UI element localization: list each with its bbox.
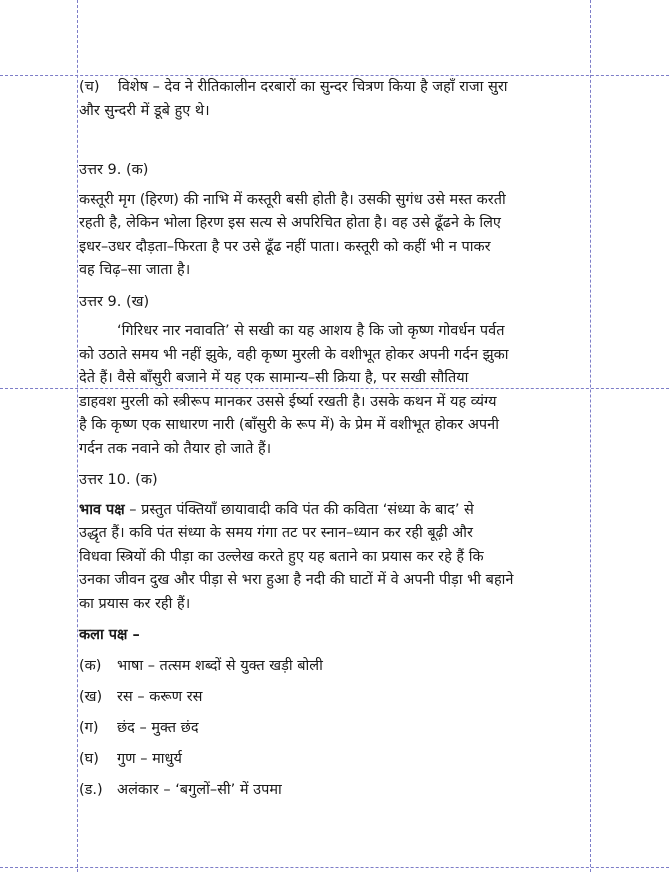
bhav-paksh-line: उनका जीवन दुख और पीड़ा से भरा हुआ है नदी की घाटों में वे अपनी पीड़ा भी बहाने: [79, 572, 514, 588]
answer-9a-heading: उत्तर 9. (क): [79, 162, 149, 178]
bhav-paksh-line: [79, 499, 591, 523]
answer-9a-line: वह चिढ़–सा जाता है।: [79, 262, 191, 278]
left-margin-guide: [77, 0, 78, 872]
section-ch-line-1: [79, 76, 591, 100]
kala-paksh-item-text: छंद – मुक्त छंद: [117, 719, 199, 736]
kala-paksh-item: [79, 748, 591, 779]
section-ch-text: विशेष – देव ने रीतिकालीन दरबारों का सुन्दर चित्रण किया है जहाँ राजा सुरा: [117, 79, 508, 95]
kala-paksh-item-marker: (क): [79, 657, 102, 674]
answer-9b-line: ‘गिरिधर नार नवावति’ से सखी का यह आशय है कि जो कृष्ण गोवर्धन पर्वत: [117, 323, 505, 339]
kala-paksh-item-marker: (ड.): [79, 781, 103, 798]
answer-9a: [79, 159, 591, 283]
answer-9b-line: है कि कृष्ण एक साधारण नारी (बाँसुरी के रूप में) के प्रेम में वशीभूत होकर अपनी: [79, 417, 499, 433]
kala-paksh-item: [79, 717, 591, 748]
bhav-paksh-line: का प्रयास कर रही हैं।: [79, 595, 191, 612]
answer-9b-line: देते हैं। वैसे बाँसुरी बजाने में यह एक सामान्य–सी क्रिया है, पर सखी सौतिया: [79, 370, 469, 386]
kala-paksh-item: [79, 779, 591, 810]
kala-paksh-item: [79, 655, 591, 686]
kala-paksh-item-marker: (घ): [79, 750, 99, 767]
kala-paksh-item-text: भाषा – तत्सम शब्दों से युक्त खड़ी बोली: [117, 657, 323, 674]
kala-paksh-item-marker: (ख): [79, 688, 103, 705]
kala-paksh-item-text: अलंकार – ‘बगुलों–सी’ में उपमा: [117, 781, 282, 798]
bhav-paksh-line: उद्धृत हैं। कवि पंत संध्या के समय गंगा तट पर स्नान–ध्यान कर रही बूढ़ी और: [79, 525, 473, 541]
answer-10a-heading: उत्तर 10. (क): [79, 472, 158, 488]
kala-paksh-item: [79, 686, 591, 717]
answer-9b-line: गर्दन तक नवाने को तैयार हो जाते हैं।: [79, 440, 272, 457]
answer-9b: [79, 291, 591, 462]
document-body: [79, 76, 591, 810]
section-ch: [79, 76, 591, 123]
kala-paksh-label: कला पक्ष –: [79, 627, 140, 643]
kala-paksh-item-marker: (ग): [79, 719, 99, 736]
kala-paksh-item-text: गुण – माधुर्य: [117, 750, 182, 767]
answer-10a: [79, 469, 591, 810]
answer-9a-line: इधर–उधर दौड़ता–फिरता है पर उसे ढूँढ नहीं पाता। कस्तूरी को कहीं भी न पाकर: [79, 238, 491, 255]
section-ch-marker: (च): [79, 79, 100, 95]
bhav-paksh-line: विधवा स्त्रियों की पीड़ा का उल्लेख करते हुए यह बताने का प्रयास कर रहे हैं कि: [79, 548, 484, 565]
bottom-margin-guide: [0, 867, 669, 868]
answer-9a-line: कस्तूरी मृग (हिरण) की नाभि में कस्तूरी बसी होती है। उसकी सुगंध उसे मस्त करती: [79, 191, 506, 208]
answer-9a-line: रहती है, लेकिन भोला हिरण इस सत्य से अपरिचित होता है। वह उसे ढूँढने के लिए: [79, 215, 501, 231]
bhav-paksh-label: भाव पक्ष: [79, 501, 125, 518]
section-ch-line-2: और सुन्दरी में डूबे हुए थे।: [79, 102, 210, 119]
answer-9b-line: डाहवश मुरली को स्त्रीरूप मानकर उससे ईर्ष्या रखती है। उसके कथन में यह व्यंग्य: [79, 393, 497, 410]
answer-9b-line: को उठाते समय भी नहीं झुके, वही कृष्ण मुरली के वशीभूत होकर अपनी गर्दन झुका: [79, 346, 509, 363]
bhav-paksh-text: – प्रस्तुत पंक्तियाँ छायावादी कवि पंत की कविता ‘संध्या के बाद’ से: [124, 501, 474, 518]
kala-paksh-item-text: रस – करूण रस: [117, 688, 203, 705]
answer-9b-heading: उत्तर 9. (ख): [79, 293, 150, 310]
